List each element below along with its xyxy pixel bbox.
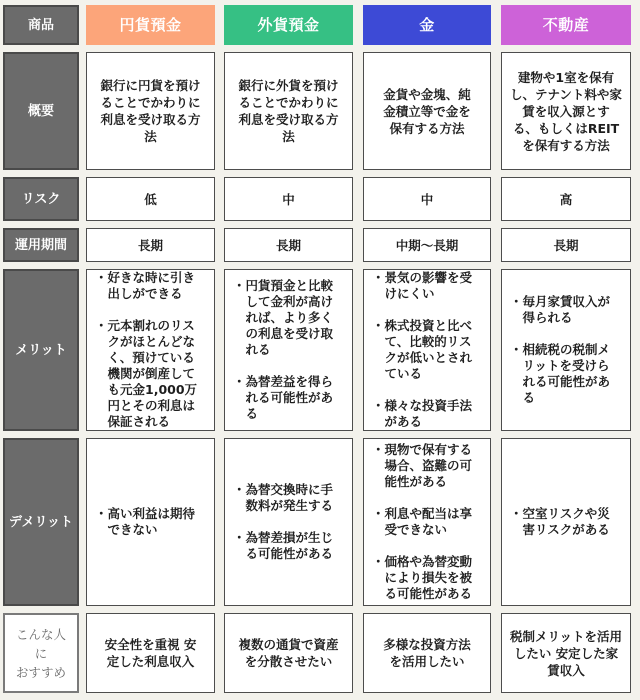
list-item — [95, 506, 206, 538]
list-item-text: 空室リスクや災害リスクがある — [522, 506, 610, 537]
header-yen-deposit: 円貨預金 — [86, 5, 215, 45]
bullet: ・ — [510, 342, 523, 357]
risk-yen-deposit: 低 — [86, 177, 215, 221]
list-item — [233, 374, 344, 422]
period-gold: 中期〜長期 — [363, 228, 491, 262]
bullet: ・ — [233, 374, 246, 389]
risk-gold: 中 — [363, 177, 491, 221]
recommend-label-line-3: おすすめ — [15, 664, 67, 680]
bullet: ・ — [510, 294, 523, 309]
list-item — [95, 318, 206, 430]
merit-real-estate — [501, 269, 631, 431]
row-label-overview: 概要 — [3, 52, 79, 170]
row-label-period: 運用期間 — [3, 228, 79, 262]
list-item — [233, 482, 344, 514]
bullet: ・ — [95, 506, 108, 521]
list-item-text: 様々な投資手法がある — [384, 398, 473, 429]
row-label-merit: メリット — [3, 269, 79, 431]
recommend-label-line-2: に — [34, 645, 48, 661]
bullet: ・ — [372, 554, 385, 569]
row-label-demerit: デメリット — [3, 438, 79, 606]
bullet: ・ — [95, 318, 108, 333]
overview-foreign-deposit: 銀行に外貨を預けることでかわりに利息を受け取る方法 — [224, 52, 353, 170]
merit-foreign-deposit — [224, 269, 353, 431]
demerit-foreign-deposit — [224, 438, 353, 606]
recommend-foreign-deposit: 複数の通貨で資産を分散させたい — [224, 613, 353, 693]
list-item-text: 為替差益を得られる可能性がある — [245, 374, 334, 421]
bullet: ・ — [95, 270, 108, 285]
merit-yen-deposit — [86, 269, 215, 431]
period-real-estate: 長期 — [501, 228, 631, 262]
list-item-text: 高い利益は期待できない — [107, 506, 196, 537]
row-label-risk: リスク — [3, 177, 79, 221]
list-item-text: 元本割れのリスクがほとんどなく、預けている機関が倒産しても元金1,000万円とその利息は保証される — [107, 318, 198, 429]
demerit-yen-deposit — [86, 438, 215, 606]
list-item — [372, 554, 482, 602]
list-item — [95, 270, 206, 302]
demerit-real-estate — [501, 438, 631, 606]
overview-gold: 金貨や金塊、純金積立等で金を保有する方法 — [363, 52, 491, 170]
risk-real-estate: 高 — [501, 177, 631, 221]
list-item — [510, 294, 622, 326]
list-item — [510, 506, 622, 538]
list-item-text: 為替差損が生じる可能性がある — [245, 530, 334, 561]
list-item — [372, 398, 482, 430]
overview-yen-deposit: 銀行に円貨を預けることでかわりに 利息を受け取る方法 — [86, 52, 215, 170]
overview-real-estate: 建物や1室を保有し、テナント料や家賃を収入源とする、もしくはREITを保有する方法 — [501, 52, 631, 170]
bullet: ・ — [510, 506, 523, 521]
bullet: ・ — [372, 318, 385, 333]
bullet: ・ — [372, 270, 385, 285]
row-label-recommend — [3, 613, 79, 693]
period-foreign-deposit: 長期 — [224, 228, 353, 262]
recommend-yen-deposit: 安全性を重視 安定した利息収入 — [86, 613, 215, 693]
demerit-gold — [363, 438, 491, 606]
list-item — [510, 342, 622, 406]
bullet: ・ — [233, 278, 246, 293]
list-item — [372, 442, 482, 490]
recommend-label-line-1: こんな人 — [15, 626, 66, 642]
bullet: ・ — [372, 442, 385, 457]
list-item-text: 現物で保有する場合、盗難の可能性がある — [384, 442, 473, 489]
merit-gold — [363, 269, 491, 431]
list-item — [372, 270, 482, 302]
list-item-text: 価格や為替変動により損失を被る可能性がある — [384, 554, 473, 601]
bullet: ・ — [372, 506, 385, 521]
risk-foreign-deposit: 中 — [224, 177, 353, 221]
list-item-text: 毎月家賃収入が得られる — [522, 294, 611, 325]
list-item-text: 景気の影響を受けにくい — [384, 270, 473, 301]
recommend-real-estate: 税制メリットを活用したい 安定した家賃収入 — [501, 613, 631, 693]
header-gold: 金 — [363, 5, 491, 45]
recommend-gold: 多様な投資方法を活用したい — [363, 613, 491, 693]
bullet: ・ — [233, 530, 246, 545]
list-item-text: 株式投資と比べて、比較的リスクが低いとされている — [384, 318, 473, 381]
list-item — [233, 278, 344, 358]
list-item-text: 相続税の税制メリットを受けられる可能性がある — [522, 342, 611, 405]
bullet: ・ — [372, 398, 385, 413]
bullet: ・ — [233, 482, 246, 497]
header-real-estate: 不動産 — [501, 5, 631, 45]
list-item-text: 利息や配当は享受できない — [384, 506, 473, 537]
period-yen-deposit: 長期 — [86, 228, 215, 262]
list-item-text: 円貨預金と比較して金利が高ければ、より多くの利息を受け取れる — [245, 278, 334, 357]
list-item — [233, 530, 344, 562]
list-item-text: 好きな時に引き出しができる — [107, 270, 196, 301]
list-item — [372, 318, 482, 382]
header-foreign-deposit: 外貨預金 — [224, 5, 353, 45]
header-label-product: 商品 — [3, 5, 79, 45]
list-item — [372, 506, 482, 538]
list-item-text: 為替交換時に手数料が発生する — [245, 482, 334, 513]
